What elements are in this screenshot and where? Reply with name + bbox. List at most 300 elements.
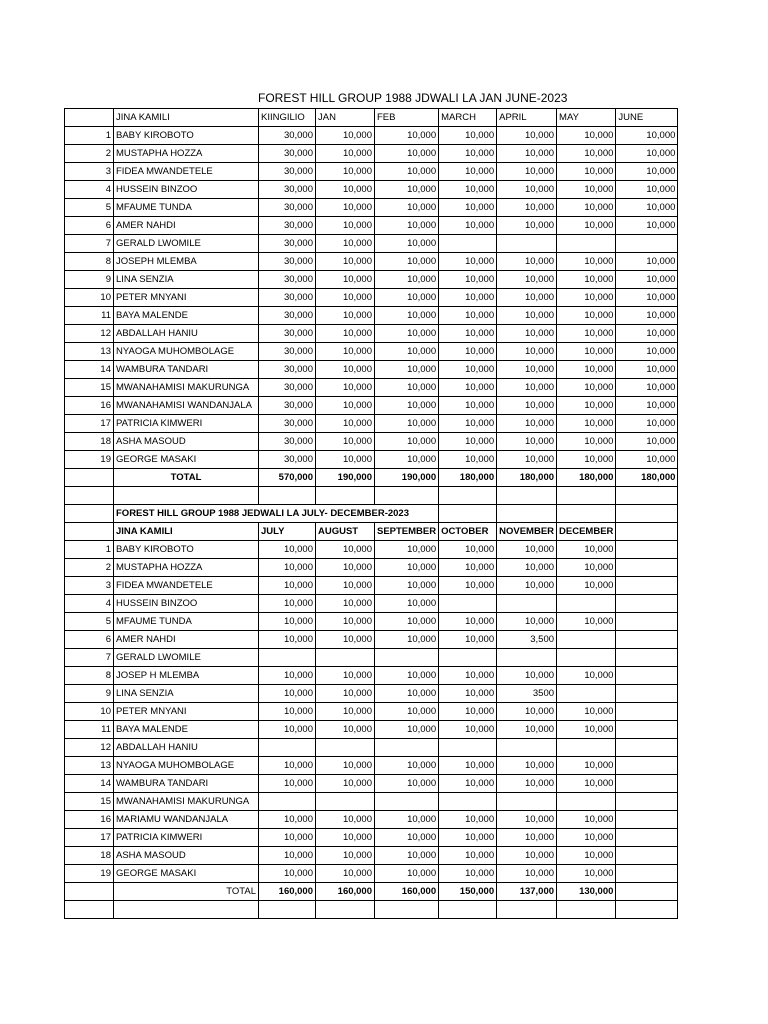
section-title: FOREST HILL GROUP 1988 JEDWALI LA JULY- DECEMBER-2023 bbox=[114, 505, 439, 523]
amount-cell: 10,000 bbox=[316, 451, 375, 469]
table-row bbox=[65, 361, 678, 379]
amount-cell: 10,000 bbox=[316, 775, 375, 793]
empty-cell bbox=[439, 505, 497, 523]
amount-cell: 10,000 bbox=[439, 181, 497, 199]
amount-cell: 10,000 bbox=[375, 757, 439, 775]
empty-cell bbox=[65, 109, 114, 127]
row-number: 12 bbox=[65, 325, 114, 343]
amount-cell: 10,000 bbox=[375, 703, 439, 721]
column-header: NOVEMBER bbox=[497, 523, 557, 541]
amount-cell bbox=[439, 739, 497, 757]
empty-cell bbox=[65, 505, 114, 523]
amount-cell: 10,000 bbox=[375, 163, 439, 181]
amount-cell: 10,000 bbox=[259, 703, 316, 721]
amount-cell: 10,000 bbox=[439, 415, 497, 433]
amount-cell: 10,000 bbox=[616, 181, 678, 199]
amount-cell: 10,000 bbox=[259, 631, 316, 649]
empty-cell bbox=[375, 901, 439, 919]
table-row bbox=[65, 577, 678, 595]
amount-cell: 10,000 bbox=[557, 667, 616, 685]
member-name: GERALD LWOMILE bbox=[114, 235, 259, 253]
amount-cell: 10,000 bbox=[316, 559, 375, 577]
amount-cell: 10,000 bbox=[316, 721, 375, 739]
row-number: 13 bbox=[65, 343, 114, 361]
empty-cell bbox=[616, 487, 678, 505]
member-name: GEORGE MASAKI bbox=[114, 451, 259, 469]
amount-cell: 10,000 bbox=[316, 811, 375, 829]
member-name: ASHA MASOUD bbox=[114, 847, 259, 865]
column-header: JINA KAMILI bbox=[114, 523, 259, 541]
table-row bbox=[65, 433, 678, 451]
total-row bbox=[65, 469, 678, 487]
amount-cell: 10,000 bbox=[316, 379, 375, 397]
amount-cell: 10,000 bbox=[616, 163, 678, 181]
amount-cell: 10,000 bbox=[497, 559, 557, 577]
member-name: MUSTAPHA HOZZA bbox=[114, 145, 259, 163]
row-number: 18 bbox=[65, 847, 114, 865]
empty-cell bbox=[616, 757, 678, 775]
amount-cell: 10,000 bbox=[497, 415, 557, 433]
amount-cell: 10,000 bbox=[375, 415, 439, 433]
amount-cell: 10,000 bbox=[316, 163, 375, 181]
amount-cell: 10,000 bbox=[439, 559, 497, 577]
amount-cell: 30,000 bbox=[259, 433, 316, 451]
empty-cell bbox=[316, 901, 375, 919]
amount-cell: 10,000 bbox=[497, 829, 557, 847]
amount-cell: 10,000 bbox=[375, 577, 439, 595]
amount-cell bbox=[497, 739, 557, 757]
empty-cell bbox=[616, 559, 678, 577]
amount-cell: 10,000 bbox=[439, 775, 497, 793]
amount-cell: 10,000 bbox=[557, 433, 616, 451]
amount-cell: 10,000 bbox=[557, 379, 616, 397]
table-row bbox=[65, 325, 678, 343]
amount-cell: 10,000 bbox=[375, 433, 439, 451]
amount-cell: 30,000 bbox=[259, 253, 316, 271]
amount-cell: 10,000 bbox=[375, 361, 439, 379]
amount-cell: 10,000 bbox=[439, 757, 497, 775]
row-number: 4 bbox=[65, 181, 114, 199]
amount-cell: 10,000 bbox=[616, 415, 678, 433]
amount-cell: 30,000 bbox=[259, 289, 316, 307]
empty-cell bbox=[616, 775, 678, 793]
amount-cell bbox=[439, 649, 497, 667]
amount-cell: 10,000 bbox=[557, 199, 616, 217]
empty-cell bbox=[259, 487, 316, 505]
amount-cell: 10,000 bbox=[375, 145, 439, 163]
amount-cell: 10,000 bbox=[316, 127, 375, 145]
member-name: BAYA MALENDE bbox=[114, 721, 259, 739]
row-number: 16 bbox=[65, 811, 114, 829]
amount-cell: 10,000 bbox=[375, 379, 439, 397]
amount-cell: 10,000 bbox=[557, 865, 616, 883]
empty-cell bbox=[616, 703, 678, 721]
amount-cell: 10,000 bbox=[316, 757, 375, 775]
amount-cell: 10,000 bbox=[497, 289, 557, 307]
amount-cell: 10,000 bbox=[616, 145, 678, 163]
amount-cell: 10,000 bbox=[497, 721, 557, 739]
amount-cell: 10,000 bbox=[557, 415, 616, 433]
total-value: 570,000 bbox=[259, 469, 316, 487]
amount-cell: 10,000 bbox=[557, 343, 616, 361]
amount-cell: 10,000 bbox=[557, 811, 616, 829]
amount-cell: 10,000 bbox=[557, 307, 616, 325]
amount-cell: 10,000 bbox=[375, 127, 439, 145]
amount-cell: 10,000 bbox=[557, 451, 616, 469]
member-name: GERALD LWOMILE bbox=[114, 649, 259, 667]
column-header: MAY bbox=[557, 109, 616, 127]
total-label: TOTAL bbox=[114, 469, 259, 487]
member-name: FIDEA MWANDETELE bbox=[114, 577, 259, 595]
amount-cell: 10,000 bbox=[497, 577, 557, 595]
header-row bbox=[65, 109, 678, 127]
column-header: MARCH bbox=[439, 109, 497, 127]
row-number: 8 bbox=[65, 667, 114, 685]
amount-cell: 10,000 bbox=[375, 667, 439, 685]
amount-cell: 10,000 bbox=[316, 631, 375, 649]
amount-cell: 10,000 bbox=[497, 775, 557, 793]
amount-cell: 10,000 bbox=[316, 235, 375, 253]
empty-cell bbox=[616, 739, 678, 757]
amount-cell: 10,000 bbox=[375, 559, 439, 577]
amount-cell: 30,000 bbox=[259, 127, 316, 145]
amount-cell: 10,000 bbox=[557, 541, 616, 559]
amount-cell: 10,000 bbox=[439, 379, 497, 397]
row-number: 6 bbox=[65, 217, 114, 235]
amount-cell: 10,000 bbox=[375, 631, 439, 649]
amount-cell: 30,000 bbox=[259, 397, 316, 415]
spacer-row bbox=[65, 487, 678, 505]
member-name: BAYA MALENDE bbox=[114, 307, 259, 325]
empty-cell bbox=[616, 613, 678, 631]
amount-cell: 10,000 bbox=[557, 775, 616, 793]
amount-cell: 10,000 bbox=[439, 253, 497, 271]
empty-cell bbox=[557, 505, 616, 523]
row-number: 15 bbox=[65, 379, 114, 397]
empty-cell bbox=[616, 631, 678, 649]
amount-cell: 10,000 bbox=[439, 361, 497, 379]
amount-cell: 10,000 bbox=[316, 703, 375, 721]
amount-cell: 10,000 bbox=[497, 181, 557, 199]
member-name: ABDALLAH HANIU bbox=[114, 325, 259, 343]
amount-cell: 10,000 bbox=[439, 703, 497, 721]
amount-cell bbox=[439, 235, 497, 253]
table-row bbox=[65, 343, 678, 361]
amount-cell: 10,000 bbox=[557, 127, 616, 145]
total-value: 130,000 bbox=[557, 883, 616, 901]
member-name: WAMBURA TANDARI bbox=[114, 361, 259, 379]
amount-cell: 10,000 bbox=[557, 145, 616, 163]
amount-cell bbox=[259, 649, 316, 667]
total-value: 180,000 bbox=[616, 469, 678, 487]
table-row bbox=[65, 865, 678, 883]
amount-cell: 10,000 bbox=[616, 307, 678, 325]
amount-cell bbox=[557, 595, 616, 613]
amount-cell: 30,000 bbox=[259, 415, 316, 433]
amount-cell: 30,000 bbox=[259, 163, 316, 181]
row-number: 9 bbox=[65, 685, 114, 703]
empty-cell bbox=[557, 487, 616, 505]
table-row bbox=[65, 199, 678, 217]
amount-cell: 10,000 bbox=[557, 559, 616, 577]
row-number: 5 bbox=[65, 613, 114, 631]
member-name: HUSSEIN BINZOO bbox=[114, 595, 259, 613]
table-row bbox=[65, 829, 678, 847]
amount-cell: 10,000 bbox=[439, 325, 497, 343]
row-number: 6 bbox=[65, 631, 114, 649]
empty-cell bbox=[114, 487, 259, 505]
amount-cell: 10,000 bbox=[316, 343, 375, 361]
page-title: FOREST HILL GROUP 1988 JDWALI LA JAN JUNE-2023 bbox=[258, 91, 568, 105]
amount-cell: 10,000 bbox=[375, 253, 439, 271]
empty-cell bbox=[616, 793, 678, 811]
member-name: LINA SENZIA bbox=[114, 685, 259, 703]
amount-cell: 10,000 bbox=[557, 757, 616, 775]
amount-cell bbox=[557, 793, 616, 811]
amount-cell: 10,000 bbox=[439, 865, 497, 883]
column-header: JINA KAMILI bbox=[114, 109, 259, 127]
amount-cell: 10,000 bbox=[616, 271, 678, 289]
member-name: PATRICIA KIMWERI bbox=[114, 829, 259, 847]
empty-cell bbox=[497, 487, 557, 505]
row-number: 8 bbox=[65, 253, 114, 271]
amount-cell bbox=[497, 595, 557, 613]
empty-cell bbox=[616, 901, 678, 919]
empty-cell bbox=[616, 829, 678, 847]
member-name: MWANAHAMISI WANDANJALA bbox=[114, 397, 259, 415]
row-number: 9 bbox=[65, 271, 114, 289]
amount-cell: 10,000 bbox=[259, 775, 316, 793]
member-name: AMER NAHDI bbox=[114, 631, 259, 649]
table-row bbox=[65, 559, 678, 577]
row-number: 2 bbox=[65, 145, 114, 163]
amount-cell: 10,000 bbox=[375, 325, 439, 343]
member-name: AMER NAHDI bbox=[114, 217, 259, 235]
empty-cell bbox=[497, 505, 557, 523]
column-header: FEB bbox=[375, 109, 439, 127]
row-number: 19 bbox=[65, 451, 114, 469]
amount-cell: 10,000 bbox=[557, 847, 616, 865]
amount-cell: 10,000 bbox=[497, 667, 557, 685]
table-row bbox=[65, 847, 678, 865]
amount-cell: 10,000 bbox=[316, 289, 375, 307]
amount-cell: 3,500 bbox=[497, 631, 557, 649]
empty-cell bbox=[259, 901, 316, 919]
row-number: 10 bbox=[65, 703, 114, 721]
amount-cell: 10,000 bbox=[557, 217, 616, 235]
total-label: TOTAL bbox=[114, 883, 259, 901]
amount-cell: 10,000 bbox=[316, 613, 375, 631]
row-number: 5 bbox=[65, 199, 114, 217]
member-name: WAMBURA TANDARI bbox=[114, 775, 259, 793]
table-row bbox=[65, 181, 678, 199]
section-title-row bbox=[65, 505, 678, 523]
amount-cell: 10,000 bbox=[375, 199, 439, 217]
amount-cell: 30,000 bbox=[259, 271, 316, 289]
amount-cell: 30,000 bbox=[259, 217, 316, 235]
member-name: MWANAHAMISI MAKURUNGA bbox=[114, 793, 259, 811]
member-name: ASHA MASOUD bbox=[114, 433, 259, 451]
column-header: AUGUST bbox=[316, 523, 375, 541]
row-number: 1 bbox=[65, 127, 114, 145]
total-value: 160,000 bbox=[259, 883, 316, 901]
amount-cell: 10,000 bbox=[259, 613, 316, 631]
row-number: 3 bbox=[65, 163, 114, 181]
amount-cell: 10,000 bbox=[316, 325, 375, 343]
amount-cell bbox=[316, 649, 375, 667]
amount-cell: 10,000 bbox=[259, 595, 316, 613]
amount-cell bbox=[375, 739, 439, 757]
amount-cell: 10,000 bbox=[316, 433, 375, 451]
amount-cell: 10,000 bbox=[316, 865, 375, 883]
amount-cell: 10,000 bbox=[375, 343, 439, 361]
amount-cell bbox=[557, 235, 616, 253]
amount-cell: 10,000 bbox=[439, 199, 497, 217]
amount-cell: 10,000 bbox=[439, 217, 497, 235]
amount-cell bbox=[316, 739, 375, 757]
table-row bbox=[65, 757, 678, 775]
total-value: 190,000 bbox=[316, 469, 375, 487]
amount-cell: 10,000 bbox=[259, 811, 316, 829]
amount-cell: 10,000 bbox=[439, 667, 497, 685]
amount-cell bbox=[439, 595, 497, 613]
row-number: 1 bbox=[65, 541, 114, 559]
amount-cell bbox=[375, 793, 439, 811]
amount-cell: 10,000 bbox=[497, 217, 557, 235]
row-number: 10 bbox=[65, 289, 114, 307]
table-row bbox=[65, 451, 678, 469]
amount-cell: 10,000 bbox=[316, 361, 375, 379]
member-name: FIDEA MWANDETELE bbox=[114, 163, 259, 181]
table-row bbox=[65, 271, 678, 289]
amount-cell: 10,000 bbox=[497, 379, 557, 397]
amount-cell: 10,000 bbox=[439, 685, 497, 703]
amount-cell: 10,000 bbox=[497, 541, 557, 559]
amount-cell: 10,000 bbox=[497, 325, 557, 343]
amount-cell bbox=[557, 739, 616, 757]
amount-cell: 30,000 bbox=[259, 451, 316, 469]
row-number: 13 bbox=[65, 757, 114, 775]
member-name: MFAUME TUNDA bbox=[114, 199, 259, 217]
table-row bbox=[65, 541, 678, 559]
amount-cell: 10,000 bbox=[375, 397, 439, 415]
amount-cell: 10,000 bbox=[316, 307, 375, 325]
amount-cell: 10,000 bbox=[259, 829, 316, 847]
empty-cell bbox=[616, 505, 678, 523]
table-row bbox=[65, 811, 678, 829]
empty-cell bbox=[65, 469, 114, 487]
table-row bbox=[65, 613, 678, 631]
member-name: ABDALLAH HANIU bbox=[114, 739, 259, 757]
amount-cell: 10,000 bbox=[557, 361, 616, 379]
table-row bbox=[65, 379, 678, 397]
amount-cell: 10,000 bbox=[616, 397, 678, 415]
member-name: BABY KIROBOTO bbox=[114, 541, 259, 559]
empty-cell bbox=[616, 577, 678, 595]
amount-cell: 10,000 bbox=[497, 127, 557, 145]
amount-cell: 10,000 bbox=[375, 865, 439, 883]
table-row bbox=[65, 703, 678, 721]
empty-cell bbox=[616, 847, 678, 865]
amount-cell: 10,000 bbox=[497, 199, 557, 217]
amount-cell: 10,000 bbox=[497, 613, 557, 631]
amount-cell: 10,000 bbox=[616, 325, 678, 343]
amount-cell: 10,000 bbox=[497, 703, 557, 721]
empty-cell bbox=[114, 901, 259, 919]
amount-cell: 3500 bbox=[497, 685, 557, 703]
amount-cell: 10,000 bbox=[557, 325, 616, 343]
column-header: OCTOBER bbox=[439, 523, 497, 541]
member-name: GEORGE MASAKI bbox=[114, 865, 259, 883]
amount-cell: 10,000 bbox=[316, 253, 375, 271]
amount-cell: 10,000 bbox=[375, 271, 439, 289]
column-header: JUNE bbox=[616, 109, 678, 127]
amount-cell: 10,000 bbox=[616, 217, 678, 235]
amount-cell: 30,000 bbox=[259, 145, 316, 163]
column-header: JULY bbox=[259, 523, 316, 541]
amount-cell: 10,000 bbox=[439, 811, 497, 829]
amount-cell bbox=[497, 793, 557, 811]
table-row bbox=[65, 235, 678, 253]
row-number: 15 bbox=[65, 793, 114, 811]
amount-cell: 10,000 bbox=[557, 181, 616, 199]
amount-cell: 10,000 bbox=[259, 685, 316, 703]
spacer-row bbox=[65, 901, 678, 919]
amount-cell: 10,000 bbox=[375, 613, 439, 631]
empty-cell bbox=[616, 523, 678, 541]
amount-cell: 10,000 bbox=[375, 289, 439, 307]
amount-cell: 10,000 bbox=[497, 253, 557, 271]
amount-cell: 10,000 bbox=[375, 217, 439, 235]
amount-cell: 10,000 bbox=[497, 361, 557, 379]
table-row bbox=[65, 667, 678, 685]
table-row bbox=[65, 307, 678, 325]
amount-cell: 10,000 bbox=[497, 397, 557, 415]
amount-cell: 10,000 bbox=[497, 847, 557, 865]
amount-cell bbox=[497, 235, 557, 253]
amount-cell: 10,000 bbox=[616, 253, 678, 271]
amount-cell: 10,000 bbox=[557, 253, 616, 271]
amount-cell: 10,000 bbox=[375, 595, 439, 613]
amount-cell: 10,000 bbox=[557, 271, 616, 289]
amount-cell: 30,000 bbox=[259, 181, 316, 199]
amount-cell: 10,000 bbox=[439, 451, 497, 469]
member-name: PETER MNYANI bbox=[114, 289, 259, 307]
amount-cell: 30,000 bbox=[259, 199, 316, 217]
amount-cell: 10,000 bbox=[375, 541, 439, 559]
amount-cell: 10,000 bbox=[439, 289, 497, 307]
column-header: DECEMBER bbox=[557, 523, 616, 541]
amount-cell: 10,000 bbox=[557, 163, 616, 181]
table-row bbox=[65, 397, 678, 415]
member-name: LINA SENZIA bbox=[114, 271, 259, 289]
amount-cell: 10,000 bbox=[497, 343, 557, 361]
empty-cell bbox=[616, 811, 678, 829]
table-row bbox=[65, 721, 678, 739]
amount-cell bbox=[557, 631, 616, 649]
row-number: 3 bbox=[65, 577, 114, 595]
table-row bbox=[65, 595, 678, 613]
amount-cell: 10,000 bbox=[259, 757, 316, 775]
amount-cell: 10,000 bbox=[316, 145, 375, 163]
amount-cell: 10,000 bbox=[616, 127, 678, 145]
row-number: 17 bbox=[65, 415, 114, 433]
amount-cell: 10,000 bbox=[439, 847, 497, 865]
amount-cell: 10,000 bbox=[439, 163, 497, 181]
row-number: 17 bbox=[65, 829, 114, 847]
total-value: 150,000 bbox=[439, 883, 497, 901]
empty-cell bbox=[316, 487, 375, 505]
